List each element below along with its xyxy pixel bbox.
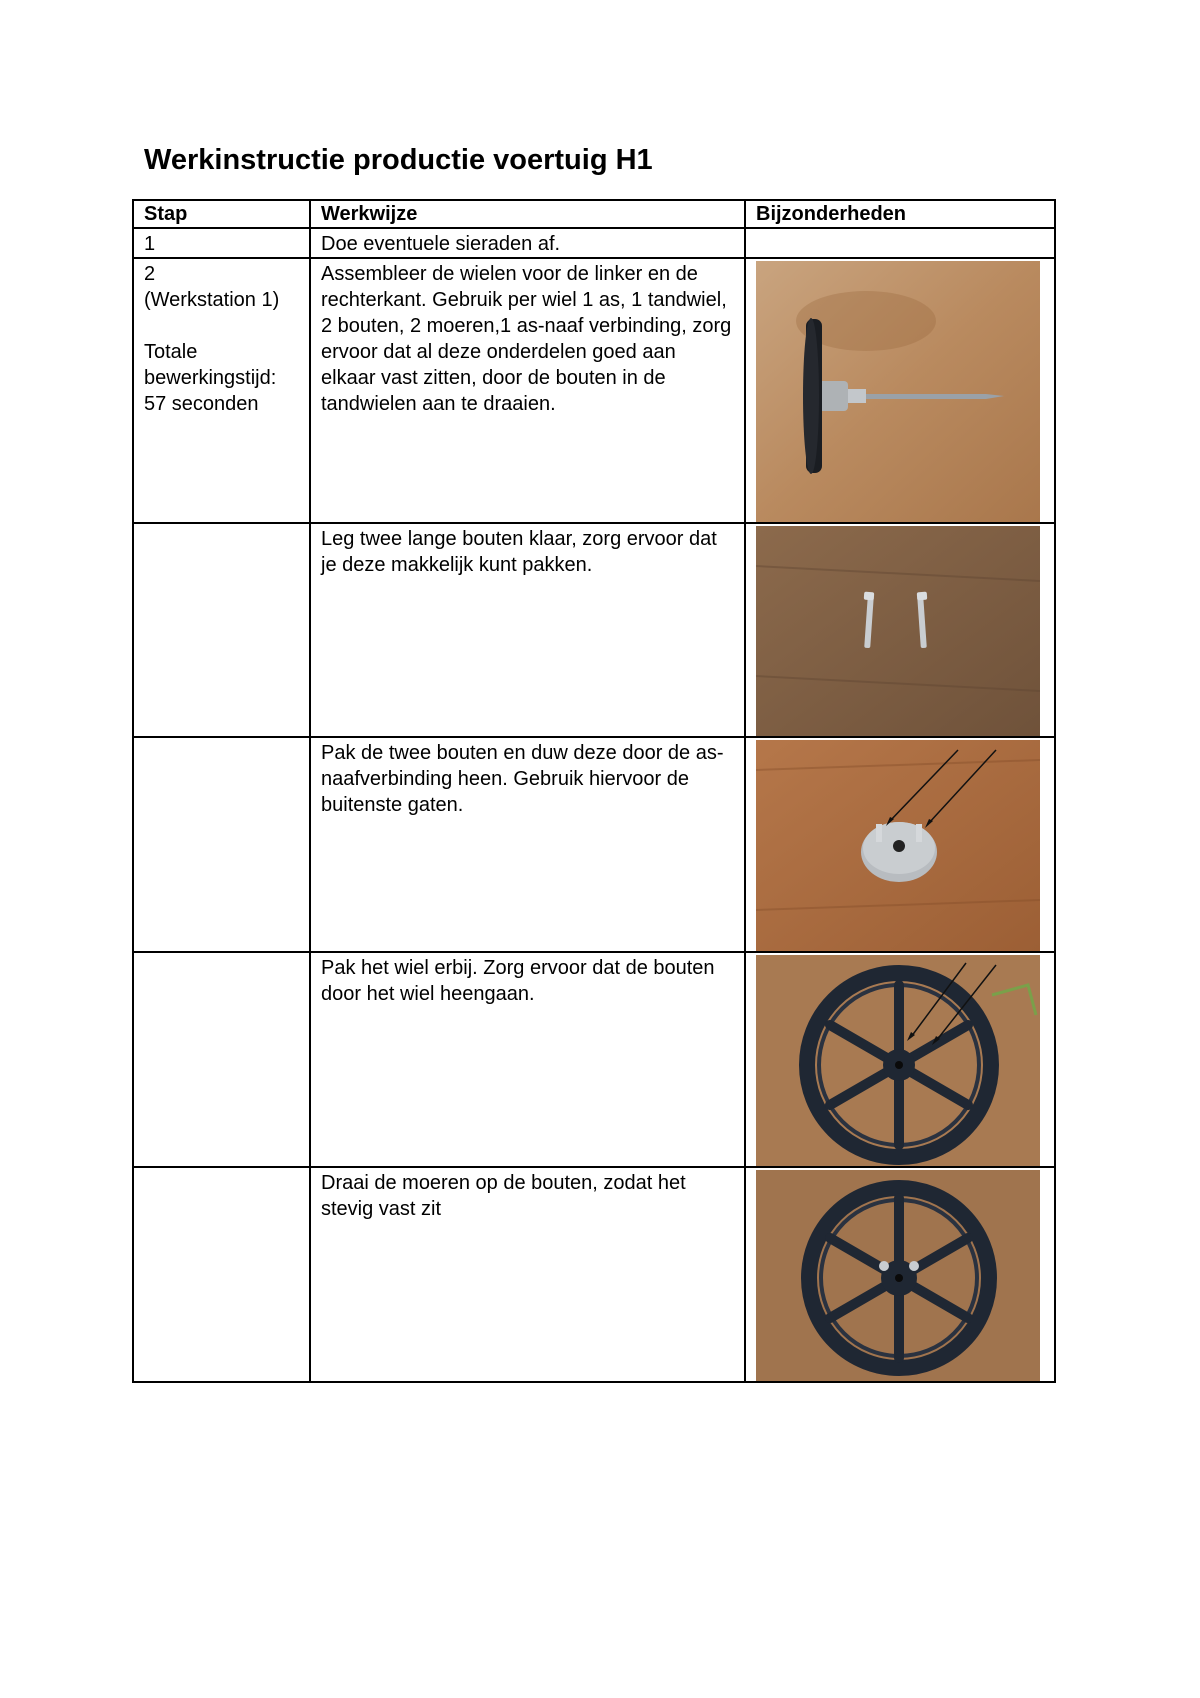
processing-time-label: bewerkingstijd: (144, 367, 277, 389)
details-cell (745, 737, 1055, 952)
details-cell (745, 258, 1055, 523)
total-time-label: Totale (144, 341, 198, 363)
step-cell (133, 737, 310, 952)
wheel-on-axle-photo (756, 261, 1040, 522)
processing-time-value: 57 seconden (144, 393, 259, 415)
details-cell (745, 228, 1055, 258)
details-cell (745, 1167, 1055, 1382)
step-number: 2 (144, 263, 156, 285)
header-bijzonderheden: Bijzonderheden (745, 200, 1055, 228)
step-cell (133, 952, 310, 1167)
instruction-table (132, 199, 1056, 1383)
table-row (133, 258, 1055, 523)
details-cell (745, 523, 1055, 737)
instruction-cell: Pak het wiel erbij. Zorg ervoor dat de bouten door het wiel heengaan. (310, 952, 745, 1167)
workstation-label: (Werkstation 1) (144, 289, 280, 311)
table-header-row (133, 200, 1055, 228)
table-row (133, 952, 1055, 1167)
table-row (133, 228, 1055, 258)
step-cell (133, 258, 310, 523)
table-row (133, 737, 1055, 952)
header-stap: Stap (133, 200, 310, 228)
instruction-cell: Leg twee lange bouten klaar, zorg ervoor dat je deze makkelijk kunt pakken. (310, 523, 745, 737)
table-row (133, 1167, 1055, 1382)
page-title: Werkinstructie productie voertuig H1 (144, 144, 653, 176)
table-row (133, 523, 1055, 737)
header-werkwijze: Werkwijze (310, 200, 745, 228)
instruction-cell: Draai de moeren op de bouten, zodat het stevig vast zit (310, 1167, 745, 1382)
wheel-with-bolts-photo (756, 955, 1040, 1166)
step-cell (133, 1167, 310, 1382)
step-cell: 1 (133, 228, 310, 258)
instruction-cell: Doe eventuele sieraden af. (310, 228, 745, 258)
two-bolts-photo (756, 526, 1040, 736)
details-cell (745, 952, 1055, 1167)
hub-with-bolts-photo (756, 740, 1040, 951)
instruction-cell: Assembleer de wielen voor de linker en de rechterkant. Gebruik per wiel 1 as, 1 tandwiel, 2 bouten, 2 moeren,1 as-naaf verbinding, zorg ervoor dat al deze onderdelen goed aan elkaar vast zitten, door de bouten in de tandwielen aan te draaien. (310, 258, 745, 523)
step-cell (133, 523, 310, 737)
wheel-with-nuts-photo (756, 1170, 1040, 1381)
instruction-cell: Pak de twee bouten en duw deze door de as-naafverbinding heen. Gebruik hiervoor de buitenste gaten. (310, 737, 745, 952)
